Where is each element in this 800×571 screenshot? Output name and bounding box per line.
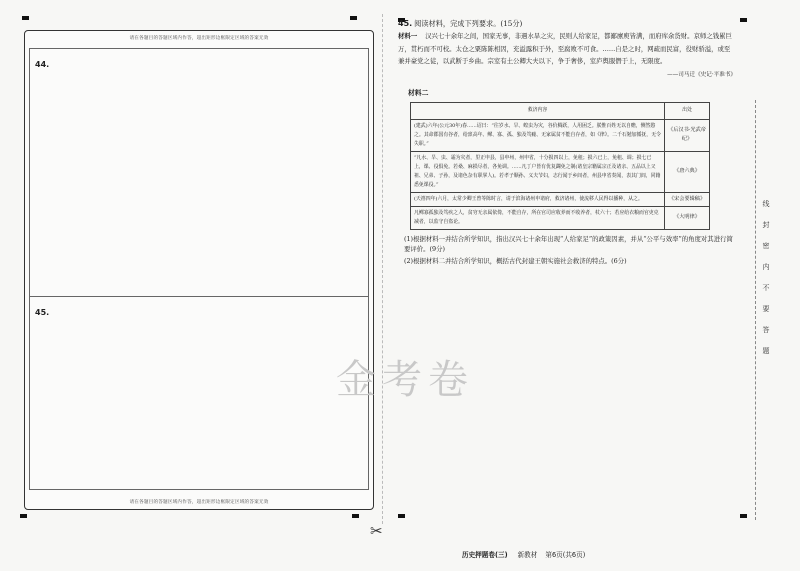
material-two-label: 材料二 [408,89,429,98]
seal-char: 封 [762,221,770,229]
table-cell-source: 《后汉书·光武帝纪》 [665,119,710,151]
question-number: 45. [398,19,413,28]
sub-question-2: (2)根据材料二并结合所学知识，概括古代封建王朝实施社会救济的特点。(6分) [404,256,627,265]
answer-sheet [24,30,374,510]
table-row [411,151,710,192]
material-one-text: 汉兴七十余年之间，国家无事，非遇水旱之灾，民则人给家足，都鄙廪庾皆满，而府库余货财。京师之钱累巨万，贯朽而不可校。太仓之粟陈陈相因，充溢露积于外，至腐败不可食。……自是之时，网疏而民富，役财骄溢，或至兼并豪党之徒，以武断于乡曲。宗室有土公卿大夫以下，争于奢侈，室庐舆服僭于上，无限度。 [398,32,732,65]
table-row [411,192,710,206]
answer-area-notice-top: 请在各题目的答题区域内作答，超出矩形边框限定区域的答案无效 [129,36,269,41]
seal-char: 线 [762,200,770,208]
fold-line [382,14,383,524]
table-row [411,206,710,229]
page-footer [462,549,593,559]
registration-mark [20,514,27,518]
seal-char: 要 [762,305,770,313]
material-one-label: 材料一 [398,32,418,41]
table-cell-content: (建武)六年(公元30年)春……诏曰：“往岁水、旱、蝗虫为灾，谷价腾跃，人用困乏。朕惟百姓无以自赡，恻然愍之。其命郡国有谷者，给禀高年、鳏、寡、孤、独及笃癃、无家属贫不能自存者，如《律》。二千石勉加循抚，无令失职。” [411,119,665,151]
answer-area-notice-bottom: 请在各题目的答题区域内作答，超出矩形边框限定区域的答案无效 [129,500,269,505]
page-number: 第6页(共6页) [545,551,586,559]
column-header-source: 出处 [665,102,710,119]
registration-mark [398,514,405,518]
table-cell-source: 《宋会要辑稿》 [665,192,710,206]
seal-char: 内 [762,263,770,271]
question-prompt: 阅读材料，完成下列要求。(15分) [414,19,523,28]
seal-line [755,100,756,520]
table-cell-source: 《大明律》 [665,206,710,229]
seal-char: 答 [762,326,770,334]
registration-mark [350,16,357,20]
scissors-icon: ✂ [370,522,383,540]
table-header-row [411,102,710,119]
watermark: 金考卷 [336,357,474,403]
table-row [411,119,710,151]
question-page [398,18,736,266]
registration-mark [352,514,359,518]
seal-char: 题 [762,347,770,355]
column-header-content: 救济内容 [411,102,665,119]
table-cell-source: 《唐六典》 [665,151,710,192]
edition-label: 新教材 [517,551,538,559]
sub-question-1: (1)根据材料一并结合所学知识，指出汉兴七十余年出现“人给家足”的政策因素，并从“公平与效率”的角度对其进行简要评价。(9分) [404,234,733,253]
seal-char: 密 [762,242,770,250]
relief-table [410,102,710,230]
question-number-44: 44. [35,60,50,69]
table-cell-content: 凡鳏寡孤独及笃疾之人，贫穷无亲属依倚，不能自存，所在官司应收养而不收养者，杖六十；若应给衣粮而官吏克减者，以监守自盗论。 [411,206,665,229]
material-one [398,30,736,67]
answer-box-45[interactable] [29,296,369,490]
seal-char: 不 [762,284,770,292]
answer-box-44[interactable] [29,48,369,297]
registration-mark [22,16,29,20]
registration-mark [740,18,747,22]
material-one-source: ——司马迁《史记·平准书》 [667,72,736,79]
table-cell-content: “凡水、旱、虫、霜为灾者，里正申县，县申州，州申省，十分损四以上，免租；损六已上，免租、调；损七已上，课、役俱免。若桑、麻损尽者，各免调。……凡丁户皆有优复蠲免之制(诸皇宗籍属宗正及诸亲、五品以上父祖、兄弟、子孙，及诸色杂有职掌人)。若孝子顺孙、义夫节妇，志行闻于乡闾者，州县申省奏闻，表其门闾，同籍悉免课役。” [411,151,665,192]
table-cell-content: (天禧四年)六月，太常少卿王曾等陈时言，请于滨海诸州申诸府，救济诸州，使流移人民得以播种，从之。 [411,192,665,206]
question-number-45: 45. [35,308,50,317]
registration-mark [740,514,747,518]
seal-line-text [760,194,772,362]
question-heading [398,18,736,30]
exam-title: 历史押题卷(三) [462,551,508,559]
